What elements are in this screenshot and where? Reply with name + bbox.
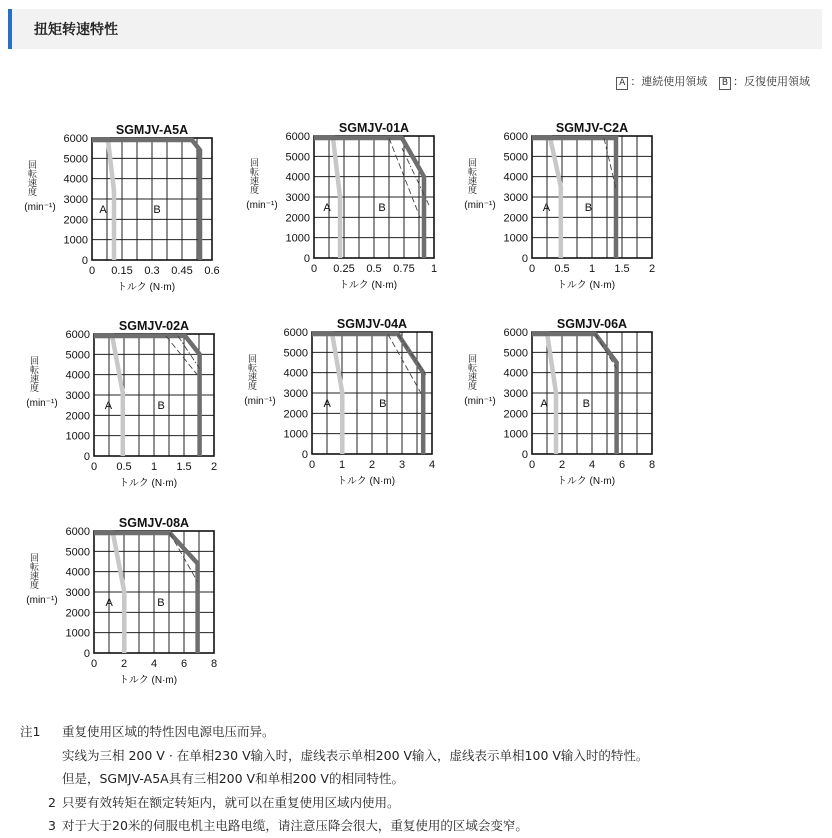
y-tick-label: 0	[83, 451, 90, 463]
x-axis-label: トルク (N·m)	[116, 282, 176, 293]
note-text: 只要有效转矩在额定转矩内，就可以在重复使用区域内使用。	[62, 794, 400, 810]
y-tick-label: 5000	[65, 546, 90, 559]
region-b-label: B	[378, 202, 386, 215]
y-axis-unit: (min⁻¹)	[464, 396, 496, 407]
chart-title: SGMJV-02A	[118, 319, 190, 333]
note-row	[20, 720, 820, 744]
y-tick-label: 4000	[283, 367, 308, 380]
y-tick-label: 2000	[503, 408, 528, 421]
y-tick-label: 3000	[503, 192, 528, 204]
chart-sgmjv-c2a	[440, 108, 660, 308]
y-tick-label: 3000	[65, 390, 90, 402]
chart-title: SGMJV-01A	[338, 121, 410, 135]
region-b-label: B	[157, 400, 165, 413]
x-tick-label: 0	[528, 459, 536, 471]
region-b-label: B	[379, 398, 387, 411]
chart-title: SGMJV-A5A	[115, 123, 189, 137]
chart-sgmjv-a5a	[0, 110, 220, 310]
x-tick-label: 0.6	[204, 265, 220, 277]
x-axis-label: トルク (N·m)	[336, 476, 396, 487]
y-tick-label: 4000	[65, 566, 90, 579]
region-a-label: A	[540, 398, 548, 411]
y-tick-label: 4000	[63, 173, 88, 186]
y-axis-label: 回転速度	[467, 354, 477, 390]
x-tick-label: 8	[210, 658, 218, 670]
x-tick-label: 0	[90, 658, 98, 670]
y-tick-label: 3000	[283, 388, 308, 400]
y-tick-label: 5000	[285, 151, 310, 164]
y-tick-label: 1000	[285, 232, 310, 245]
x-tick-label: 0.25	[333, 263, 355, 275]
y-axis-unit: (min⁻¹)	[464, 200, 496, 211]
x-tick-label: 0	[310, 263, 318, 275]
x-tick-label: 0.5	[554, 263, 570, 275]
x-tick-label: 2	[648, 263, 656, 275]
y-tick-label: 0	[301, 449, 308, 461]
y-tick-label: 6000	[65, 526, 90, 538]
y-tick-label: 6000	[503, 327, 528, 339]
y-tick-label: 6000	[285, 131, 310, 143]
region-a-label: A	[323, 398, 331, 411]
x-tick-label: 4	[588, 459, 596, 471]
region-a-label: A	[542, 202, 551, 215]
y-axis-unit: (min⁻¹)	[244, 396, 276, 407]
y-tick-label: 5000	[503, 151, 528, 164]
y-tick-label: 0	[521, 449, 528, 461]
x-tick-label: 4	[428, 459, 436, 471]
region-a-label: A	[105, 597, 113, 610]
y-axis-unit: (min⁻¹)	[246, 200, 278, 211]
y-tick-label: 2000	[65, 410, 90, 423]
note-number: 3	[48, 818, 56, 833]
x-tick-label: 0	[90, 461, 98, 473]
y-tick-label: 1000	[503, 232, 528, 245]
x-axis-label: トルク (N·m)	[118, 675, 178, 686]
note-row	[20, 791, 820, 815]
chart-sgmjv-08a	[2, 503, 222, 703]
x-tick-label: 0	[308, 459, 316, 471]
x-tick-label: 2	[558, 459, 566, 471]
x-tick-label: 1	[338, 459, 346, 471]
x-tick-label: 2	[120, 658, 128, 670]
note-row	[20, 744, 820, 768]
y-tick-label: 1000	[283, 428, 308, 441]
region-b-label: B	[157, 597, 165, 610]
y-tick-label: 0	[81, 255, 88, 267]
y-tick-label: 0	[303, 253, 310, 265]
region-b-label: B	[153, 204, 161, 217]
y-axis-label: 回転速度	[29, 356, 39, 392]
x-tick-label: 1	[430, 263, 438, 275]
y-axis-label: 回転速度	[249, 158, 259, 194]
x-tick-label: 0.15	[111, 265, 133, 277]
x-tick-label: 0.5	[366, 263, 382, 275]
y-axis-unit: (min⁻¹)	[26, 398, 58, 409]
x-axis-label: トルク (N·m)	[556, 476, 616, 487]
y-axis-label: 回転速度	[247, 354, 257, 390]
legend-a-mark: A	[616, 77, 628, 90]
y-tick-label: 4000	[503, 171, 528, 184]
section-header	[8, 9, 822, 49]
note-text: 但是，SGMJV-A5A具有三相200 V和单相200 V的相同特性。	[62, 771, 404, 786]
y-tick-label: 5000	[503, 347, 528, 360]
x-tick-label: 1.5	[176, 461, 192, 473]
y-tick-label: 3000	[63, 194, 88, 206]
x-tick-label: 1.5	[614, 263, 630, 275]
region-b-label: B	[582, 398, 590, 411]
y-tick-label: 3000	[285, 192, 310, 204]
chart-sgmjv-01a	[222, 108, 442, 308]
note-text: 重复使用区域的特性因电源电压而异。	[62, 724, 275, 739]
chart-sgmjv-02a	[2, 306, 222, 506]
note-text: 对于大于20米的伺服电机主电路电缆，请注意压降会很大，重复使用的区域会变窄。	[62, 818, 528, 833]
x-tick-label: 1	[150, 461, 158, 473]
note-row	[20, 767, 820, 791]
region-a-label: A	[323, 202, 331, 215]
x-tick-label: 1	[588, 263, 596, 275]
x-axis-label: トルク (N·m)	[556, 280, 616, 291]
x-tick-label: 0	[88, 265, 96, 277]
region-a-label: A	[99, 204, 107, 217]
x-tick-label: 0.45	[171, 265, 193, 277]
x-tick-label: 2	[210, 461, 218, 473]
notes	[20, 720, 820, 838]
y-tick-label: 2000	[503, 212, 528, 225]
y-tick-label: 2000	[65, 607, 90, 620]
y-tick-label: 1000	[63, 234, 88, 247]
y-tick-label: 2000	[283, 408, 308, 421]
chart-title: SGMJV-06A	[556, 317, 628, 331]
y-tick-label: 2000	[285, 212, 310, 225]
x-tick-label: 0	[528, 263, 536, 275]
y-tick-label: 6000	[503, 131, 528, 143]
y-tick-label: 0	[83, 648, 90, 660]
x-tick-label: 8	[648, 459, 656, 471]
x-tick-label: 0.75	[393, 263, 415, 275]
x-axis-label: トルク (N·m)	[118, 478, 178, 489]
x-axis-label: トルク (N·m)	[338, 280, 398, 291]
y-tick-label: 4000	[285, 171, 310, 184]
x-tick-label: 6	[618, 459, 626, 471]
note-number: 2	[48, 794, 56, 810]
note-row	[20, 814, 820, 838]
section-title: 扭矩转速特性	[34, 22, 118, 38]
y-tick-label: 5000	[63, 153, 88, 166]
note-text: 实线为三相 200 V · 在单相230 V输入时，虚线表示单相200 V输入，虚线表示单相100 V输入时的特性。	[62, 747, 649, 763]
y-tick-label: 0	[521, 253, 528, 265]
chart-sgmjv-06a	[440, 304, 660, 504]
chart-sgmjv-04a	[220, 304, 440, 504]
chart-title: SGMJV-C2A	[555, 121, 629, 135]
note-number: 注1	[20, 724, 41, 739]
y-tick-label: 5000	[283, 347, 308, 360]
x-tick-label: 2	[368, 459, 376, 471]
chart-title: SGMJV-04A	[336, 317, 408, 331]
chart-title: SGMJV-08A	[118, 516, 190, 530]
y-tick-label: 3000	[65, 587, 90, 599]
x-tick-label: 6	[180, 658, 188, 670]
y-tick-label: 1000	[65, 430, 90, 443]
region-a-label: A	[104, 400, 113, 413]
region-b-label: B	[584, 202, 593, 215]
legend-a-label: ：連続使用領域	[630, 75, 708, 88]
y-axis-unit: (min⁻¹)	[26, 595, 58, 606]
y-axis-unit: (min⁻¹)	[24, 202, 56, 213]
y-axis-label: 回転速度	[27, 160, 37, 196]
x-tick-label: 0.5	[116, 461, 132, 473]
legend-b-mark: B	[719, 77, 731, 90]
y-tick-label: 4000	[503, 367, 528, 380]
y-tick-label: 3000	[503, 388, 528, 400]
x-tick-label: 0.3	[144, 265, 160, 277]
y-axis-label: 回転速度	[29, 553, 39, 589]
y-tick-label: 5000	[65, 349, 90, 362]
y-tick-label: 1000	[65, 627, 90, 640]
y-axis-label: 回転速度	[467, 158, 477, 194]
y-tick-label: 2000	[63, 214, 88, 227]
region-legend	[616, 73, 810, 90]
y-tick-label: 4000	[65, 369, 90, 382]
legend-b-label: ：反復使用領域	[733, 75, 810, 88]
y-tick-label: 6000	[283, 327, 308, 339]
x-tick-label: 4	[150, 658, 158, 670]
y-tick-label: 6000	[63, 133, 88, 145]
x-tick-label: 3	[398, 459, 406, 471]
y-tick-label: 6000	[65, 329, 90, 341]
y-tick-label: 1000	[503, 428, 528, 441]
